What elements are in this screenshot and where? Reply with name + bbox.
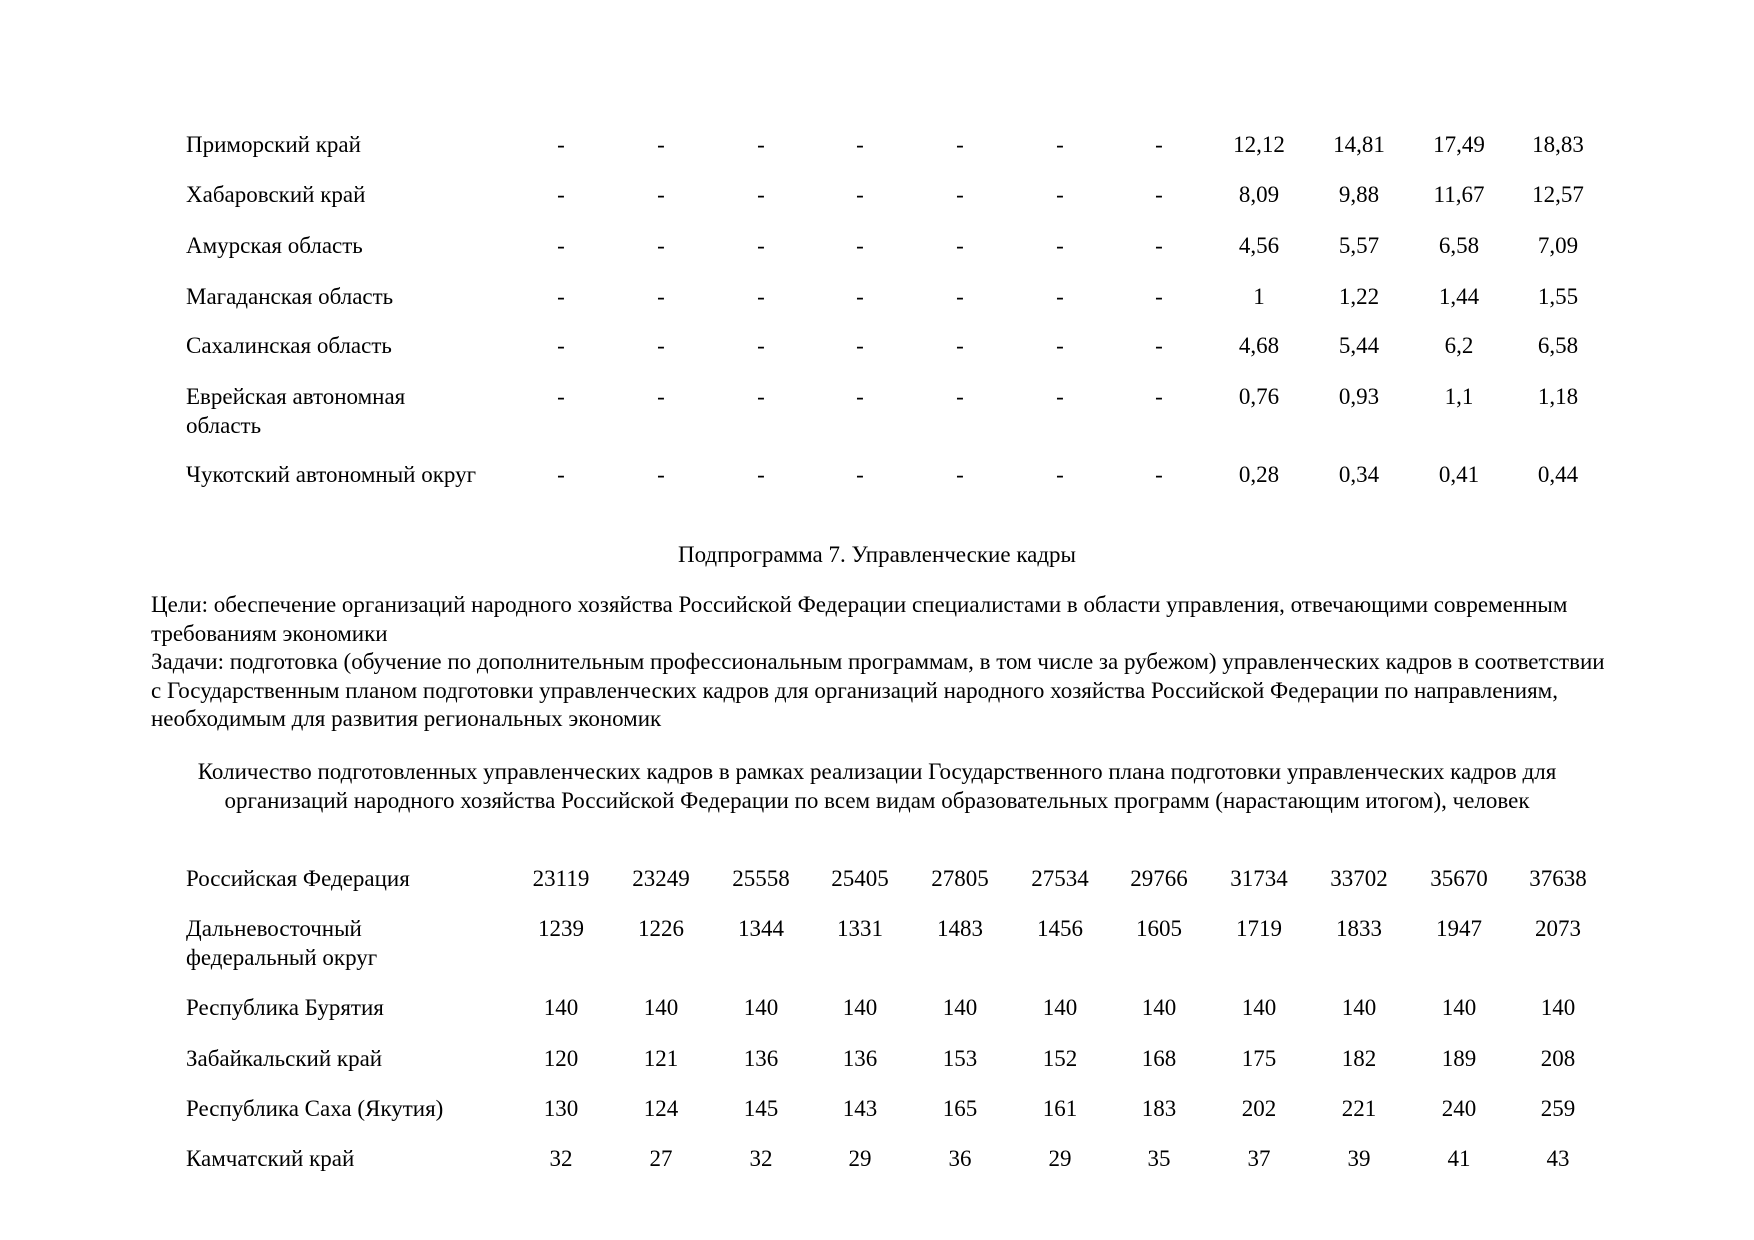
table-cell: 6,2 xyxy=(1444,333,1474,358)
table-cell: 189 xyxy=(1441,1046,1477,1071)
table-cell: - xyxy=(657,462,665,487)
table-cell: 259 xyxy=(1540,1096,1576,1121)
table-cell: 1344 xyxy=(738,916,784,941)
table-cell: 1456 xyxy=(1037,916,1083,941)
table-cell: 29766 xyxy=(1130,866,1188,891)
table-cell: 202 xyxy=(1241,1096,1277,1121)
table-cell: - xyxy=(956,132,964,157)
table-cell: 140 xyxy=(942,995,978,1020)
table-cell: 6,58 xyxy=(1438,233,1480,258)
table-cell: 143 xyxy=(842,1096,878,1121)
table-cell: 37638 xyxy=(1529,866,1587,891)
table-cell: 120 xyxy=(543,1046,579,1071)
table-cell: 11,67 xyxy=(1433,182,1485,207)
table-cell: 208 xyxy=(1540,1046,1576,1071)
table-cell: 36 xyxy=(948,1146,972,1171)
table-cell: 33702 xyxy=(1330,866,1388,891)
table-cell: - xyxy=(557,384,565,409)
table-cell: - xyxy=(956,333,964,358)
table-cell: - xyxy=(1155,333,1163,358)
table-cell: - xyxy=(557,462,565,487)
table-cell: - xyxy=(1155,132,1163,157)
table-cell: 25405 xyxy=(831,866,889,891)
table-cell: 240 xyxy=(1441,1096,1477,1121)
table-cell: - xyxy=(956,182,964,207)
table-cell: 221 xyxy=(1341,1096,1377,1121)
table-cell: - xyxy=(757,384,765,409)
table-cell: - xyxy=(856,132,864,157)
table-cell: - xyxy=(1056,233,1064,258)
table-cell: 161 xyxy=(1042,1096,1078,1121)
table-cell: 4,56 xyxy=(1238,233,1280,258)
table-cell: - xyxy=(856,182,864,207)
table-cell: - xyxy=(956,384,964,409)
table-cell: 182 xyxy=(1341,1046,1377,1071)
goals-paragraph: Цели: обеспечение организаций народного хозяйства Российской Федерации специалистами в области управления, отвечающими современным требованиям экономики xyxy=(151,592,1568,646)
subprogram-heading: Подпрограмма 7. Управленческие кадры xyxy=(677,542,1077,567)
table-cell: 153 xyxy=(942,1046,978,1071)
table-cell: - xyxy=(557,284,565,309)
table-cell: 140 xyxy=(1441,995,1477,1020)
row-label: Республика Бурятия xyxy=(186,995,384,1020)
table-cell: 37 xyxy=(1247,1146,1271,1171)
table-cell: 25558 xyxy=(732,866,790,891)
table-cell: 5,44 xyxy=(1338,333,1380,358)
table-cell: 8,09 xyxy=(1238,182,1280,207)
table-cell: 27534 xyxy=(1031,866,1089,891)
table-cell: 27805 xyxy=(931,866,989,891)
table-cell: 35670 xyxy=(1430,866,1488,891)
table-cell: 1,1 xyxy=(1444,384,1474,409)
row-label: Дальневосточный федеральный округ xyxy=(186,916,378,970)
table-cell: - xyxy=(1056,284,1064,309)
table-cell: 29 xyxy=(1048,1146,1072,1171)
table-cell: 124 xyxy=(643,1096,679,1121)
table-cell: 130 xyxy=(543,1096,579,1121)
table-cell: - xyxy=(1056,132,1064,157)
table-cell: 18,83 xyxy=(1532,132,1584,157)
table-cell: - xyxy=(557,182,565,207)
table-cell: - xyxy=(757,182,765,207)
table-cell: - xyxy=(757,284,765,309)
table-cell: 183 xyxy=(1141,1096,1177,1121)
table-cell: 1833 xyxy=(1336,916,1382,941)
table-cell: 1,44 xyxy=(1438,284,1480,309)
table-cell: - xyxy=(757,462,765,487)
table-cell: 1 xyxy=(1253,284,1265,309)
table-cell: - xyxy=(956,233,964,258)
table-cell: 140 xyxy=(1341,995,1377,1020)
table-cell: - xyxy=(757,233,765,258)
table-cell: 1239 xyxy=(538,916,584,941)
table-cell: 0,34 xyxy=(1338,462,1380,487)
table-cell: 136 xyxy=(842,1046,878,1071)
table-cell: - xyxy=(1155,182,1163,207)
row-label: Забайкальский край xyxy=(186,1046,383,1071)
table-cell: 43 xyxy=(1546,1146,1570,1171)
table-cell: - xyxy=(657,284,665,309)
table-cell: 140 xyxy=(743,995,779,1020)
table-cell: - xyxy=(757,132,765,157)
table-cell: - xyxy=(557,132,565,157)
table-cell: - xyxy=(956,462,964,487)
table-cell: 1,55 xyxy=(1537,284,1579,309)
table-cell: - xyxy=(1155,384,1163,409)
row-label: Чукотский автономный округ xyxy=(186,462,477,487)
table-cell: 1331 xyxy=(837,916,883,941)
table-cell: 0,44 xyxy=(1537,462,1579,487)
table-cell: 1483 xyxy=(937,916,983,941)
table-cell: 31734 xyxy=(1230,866,1288,891)
table-cell: 6,58 xyxy=(1537,333,1579,358)
table-cell: 4,68 xyxy=(1238,333,1280,358)
table-cell: 140 xyxy=(842,995,878,1020)
row-label: Приморский край xyxy=(186,132,361,157)
tasks-paragraph: Задачи: подготовка (обучение по дополнительным профессиональным программам, в том числе за рубежом) управленческих кадров в соответствии с Государственным планом подготовки управленческих кадров для организаций народного хозяйства Российской Федерации по направлениям, необходимым для развития региональных экономик xyxy=(151,649,1605,731)
table-cell: 0,28 xyxy=(1238,462,1280,487)
table-cell: 1605 xyxy=(1136,916,1182,941)
table-cell: 121 xyxy=(643,1046,679,1071)
table-cell: - xyxy=(856,233,864,258)
table-cell: 145 xyxy=(743,1096,779,1121)
row-label: Магаданская область xyxy=(186,284,394,309)
table-cell: 32 xyxy=(749,1146,773,1171)
table-cell: 0,76 xyxy=(1238,384,1280,409)
table-cell: 140 xyxy=(543,995,579,1020)
table-cell: - xyxy=(557,333,565,358)
table-cell: 140 xyxy=(1540,995,1576,1020)
table-cell: 1947 xyxy=(1436,916,1482,941)
table-cell: 136 xyxy=(743,1046,779,1071)
table-cell: 165 xyxy=(942,1096,978,1121)
table-cell: 1719 xyxy=(1236,916,1282,941)
table-cell: 41 xyxy=(1447,1146,1471,1171)
row-label: Сахалинская область xyxy=(186,333,392,358)
table-cell: - xyxy=(956,284,964,309)
row-label: Еврейская автономная область xyxy=(186,384,406,438)
row-label: Республика Саха (Якутия) xyxy=(186,1096,444,1121)
table-cell: 1226 xyxy=(638,916,684,941)
table-cell: 7,09 xyxy=(1537,233,1579,258)
table-cell: - xyxy=(657,233,665,258)
row-label: Хабаровский край xyxy=(186,182,366,207)
table-cell: 5,57 xyxy=(1338,233,1380,258)
row-label: Камчатский край xyxy=(186,1146,355,1171)
table-cell: 27 xyxy=(649,1146,673,1171)
table-cell: 32 xyxy=(549,1146,573,1171)
table-cell: - xyxy=(1056,182,1064,207)
table-cell: - xyxy=(657,384,665,409)
table-cell: 1,22 xyxy=(1338,284,1380,309)
table-cell: 9,88 xyxy=(1338,182,1380,207)
table-cell: 152 xyxy=(1042,1046,1078,1071)
table-cell: 39 xyxy=(1347,1146,1371,1171)
table-cell: - xyxy=(1155,462,1163,487)
table-cell: - xyxy=(856,333,864,358)
table-cell: 175 xyxy=(1241,1046,1277,1071)
table-cell: - xyxy=(557,233,565,258)
table-cell: 12,57 xyxy=(1532,182,1584,207)
table-cell: - xyxy=(657,333,665,358)
table-cell: - xyxy=(657,132,665,157)
table-cell: 14,81 xyxy=(1333,132,1385,157)
table-cell: 140 xyxy=(643,995,679,1020)
table-cell: 1,18 xyxy=(1537,384,1579,409)
table-cell: 0,93 xyxy=(1338,384,1380,409)
table-cell: - xyxy=(1155,233,1163,258)
table-cell: 23119 xyxy=(532,866,590,891)
table-cell: 168 xyxy=(1141,1046,1177,1071)
table-cell: - xyxy=(757,333,765,358)
table-cell: - xyxy=(1056,462,1064,487)
table-cell: 140 xyxy=(1241,995,1277,1020)
table-cell: 2073 xyxy=(1535,916,1581,941)
table-cell: 140 xyxy=(1141,995,1177,1020)
table-cell: 29 xyxy=(848,1146,872,1171)
table-cell: - xyxy=(1155,284,1163,309)
table-cell: 23249 xyxy=(632,866,690,891)
table-cell: - xyxy=(856,284,864,309)
table-cell: 12,12 xyxy=(1233,132,1285,157)
table-cell: - xyxy=(856,384,864,409)
table-cell: 17,49 xyxy=(1433,132,1485,157)
table-cell: - xyxy=(1056,333,1064,358)
table-cell: - xyxy=(657,182,665,207)
table-cell: 140 xyxy=(1042,995,1078,1020)
row-label: Амурская область xyxy=(186,233,363,258)
row-label: Российская Федерация xyxy=(186,866,410,891)
table-cell: 0,41 xyxy=(1438,462,1480,487)
table-cell: - xyxy=(1056,384,1064,409)
table-cell: 35 xyxy=(1147,1146,1171,1171)
table-cell: - xyxy=(856,462,864,487)
table2-title: Количество подготовленных управленческих кадров в рамках реализации Государственного плана подготовки управленческих кадров для организаций народного хозяйства Российской Федерации по всем видам образовательных программ (нарастающим итогом), человек xyxy=(197,759,1557,813)
